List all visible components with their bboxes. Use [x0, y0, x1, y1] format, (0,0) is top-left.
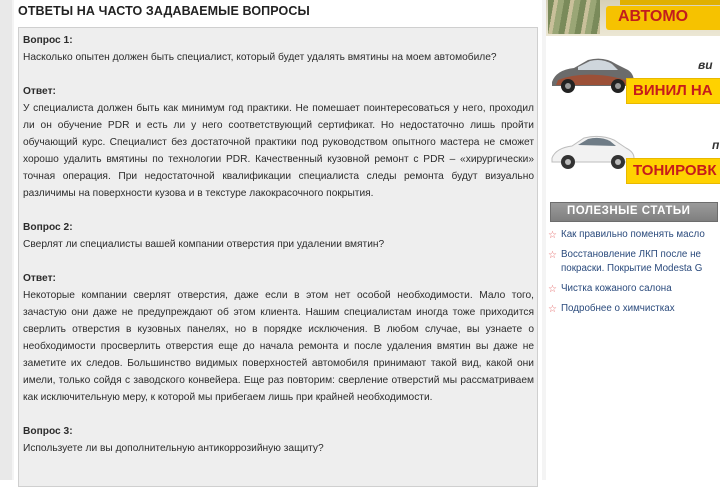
article-link[interactable] [548, 282, 720, 296]
sidebar [546, 0, 720, 480]
wrapped-car-icon [548, 52, 636, 96]
page-title: ОТВЕТЫ НА ЧАСТО ЗАДАВАЕМЫЕ ВОПРОСЫ [18, 4, 310, 18]
faq-question-text: Используете ли вы дополнительную антикоррозийную защиту? [23, 443, 324, 454]
banner-ribbon [606, 6, 720, 30]
faq-question-text: Сверлят ли специалисты вашей компании отверстия при удалении вмятин? [23, 239, 385, 250]
white-car-icon [548, 128, 636, 172]
useful-articles-title: ПОЛЕЗНЫЕ СТАТЬИ [567, 205, 691, 217]
banner-vinyl-bar [626, 78, 720, 104]
money-image-icon [548, 0, 600, 34]
banner-vinyl-tag: ви [698, 58, 713, 72]
faq-question-label: Вопрос 3: [23, 426, 73, 437]
banner-tinting-text: ТОНИРОВК [633, 162, 717, 179]
articles-list [548, 228, 720, 316]
faq-answer-label: Ответ: [23, 273, 56, 284]
article-link-text[interactable]: Чистка кожаного салона [561, 283, 672, 294]
faq-answer-text: У специалиста должен быть как минимум год практики. Не помешает поинтересоваться у него, проходил ли он обучение PDR и есть ли у него соответствующий сертификат. Но недостаточно лишь пройти обучающий курс. Специалист без достаточной практики под руководством опытного мастера не сможет хорошо удалить вмятины по технологии PDR. Качественный кузовной ремонт с PDR – «хирургически» точная операция. При недостаточной квалификации специалиста следы ремонта будут визуально различимы на поверхности кузова и в текстуре лакокрасочного покрытия. [23, 103, 534, 199]
faq-box [18, 27, 538, 487]
faq-question-label: Вопрос 1: [23, 35, 73, 46]
faq-answer-label: Ответ: [23, 86, 56, 97]
star-icon: ☆ [548, 304, 557, 315]
faq-question-text: Насколько опытен должен быть специалист, который будет удалять вмятины на моем автомобиле? [23, 52, 497, 63]
article-link[interactable] [548, 248, 720, 276]
star-icon: ☆ [548, 284, 557, 295]
article-link-text[interactable]: Восстановление ЛКП после не покраски. Покрытие Modesta G [561, 249, 703, 274]
main-content [14, 0, 542, 480]
banner-auto[interactable] [546, 0, 720, 36]
article-link-text[interactable]: Подробнее о химчистках [561, 303, 675, 314]
faq-question-label: Вопрос 2: [23, 222, 73, 233]
banner-auto-text: АВТОМО [618, 8, 689, 25]
useful-articles-header [550, 202, 718, 222]
star-icon: ☆ [548, 250, 557, 261]
star-icon: ☆ [548, 230, 557, 241]
banner-tinting-bar [626, 158, 720, 184]
banner-vinyl[interactable] [546, 46, 720, 110]
left-edge-strip [0, 0, 12, 480]
banner-vinyl-text: ВИНИЛ НА [633, 82, 713, 99]
article-link[interactable] [548, 302, 720, 316]
article-link-text[interactable]: Как правильно поменять масло [561, 229, 705, 240]
banner-tinting[interactable] [546, 122, 720, 184]
article-link[interactable] [548, 228, 720, 242]
faq-answer-text: Некоторые компании сверлят отверстия, даже если в этом нет особой необходимости. Мало того, зачастую они даже не предупреждают об этом клиента. Нашим специалистам иногда тоже приходится сверлить отверстия в кузовных панелях, но в порядке исключения. В любом случае, вы узнаете о необходимости просверлить отверстия еще до начала ремонта и после удаления вмятин вы даже не заметите их следов. Большинство видимых поверхностей автомобиля принимают такой вид, какой они имели, только сойдя с заводского конвейера. Еще раз повторим: сверление отверстий мы рассматриваем как исключительную меру, к которой мы прибегаем лишь при крайней необходимости. [23, 290, 534, 403]
banner-tinting-tag: п [712, 138, 720, 152]
